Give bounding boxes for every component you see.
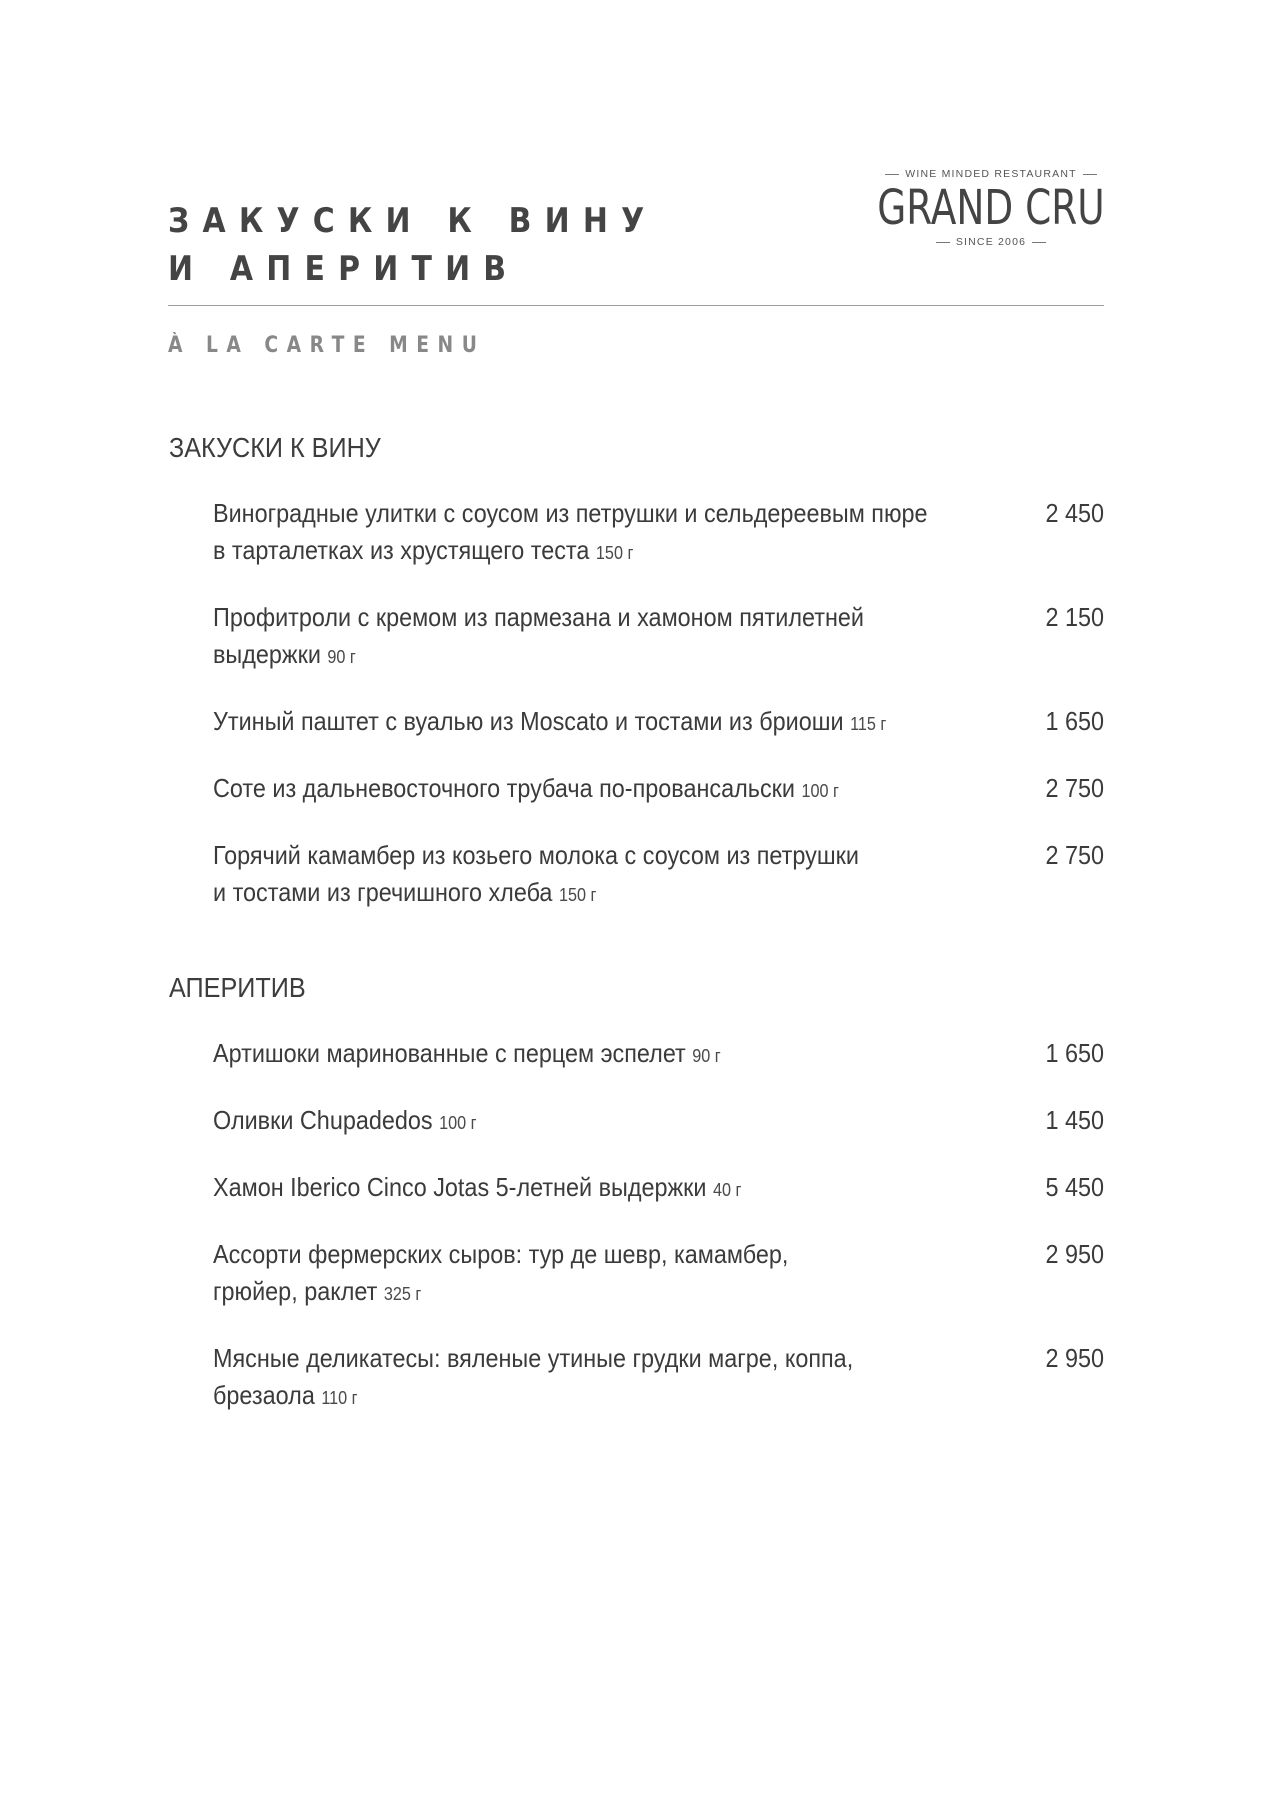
item-price: 1 650 [1045, 706, 1104, 736]
menu-item-description [213, 837, 933, 914]
item-price: 2 950 [1045, 1239, 1104, 1269]
item-weight: 150 г [595, 543, 634, 563]
section-heading-snacks: ЗАКУСКИ К ВИНУ [169, 432, 381, 463]
logo-tagline: WINE MINDED RESTAURANT [878, 168, 1104, 180]
item-price: 2 750 [1045, 773, 1104, 803]
item-line: Утиный паштет с вуалью из Moscato и тостами из бриоши [213, 706, 844, 736]
item-weight: 150 г [558, 885, 597, 905]
item-line: Мясные деликатесы: вяленые утиные грудки магре, коппа, [213, 1343, 854, 1373]
menu-item-description [213, 1035, 933, 1075]
item-weight: 100 г [439, 1113, 477, 1133]
menu-item [213, 703, 1104, 743]
menu-item [213, 1102, 1104, 1142]
item-line: грюйер, раклет [213, 1276, 378, 1306]
item-weight: 90 г [692, 1046, 721, 1066]
item-weight: 115 г [850, 714, 887, 734]
menu-item [213, 1169, 1104, 1209]
item-price: 2 150 [1045, 602, 1104, 632]
menu-item [213, 599, 1104, 676]
item-line: в тарталетках из хрустящего теста [213, 535, 590, 565]
item-weight: 100 г [801, 781, 839, 801]
menu-item [213, 1236, 1104, 1313]
menu-item-description [213, 599, 933, 676]
item-line: выдержки [213, 639, 321, 669]
item-price: 2 950 [1045, 1343, 1104, 1373]
page-title-line-2: И АПЕРИТИВ [168, 249, 520, 289]
item-weight: 110 г [321, 1388, 358, 1408]
item-line: Хамон Iberico Cinco Jotas 5-летней выдержки [213, 1172, 707, 1202]
item-price: 2 750 [1045, 840, 1104, 870]
item-weight: 325 г [383, 1284, 422, 1304]
menu-item-description [213, 1236, 933, 1313]
menu-item-description [213, 495, 933, 572]
item-weight: 90 г [327, 647, 356, 667]
item-weight: 40 г [712, 1180, 742, 1200]
menu-item-description [213, 770, 933, 810]
item-price: 1 650 [1045, 1038, 1104, 1068]
menu-item-description [213, 1340, 933, 1417]
item-line: Оливки Chupadedos [213, 1105, 433, 1135]
restaurant-logo [878, 168, 1104, 248]
logo-name: GRAND CRU [877, 180, 1105, 236]
snacks-list [213, 495, 1104, 941]
item-price: 5 450 [1045, 1172, 1104, 1202]
item-line: Артишоки маринованные с перцем эспелет [213, 1038, 686, 1068]
item-line: и тостами из гречишного хлеба [213, 877, 553, 907]
item-price: 1 450 [1045, 1105, 1104, 1135]
item-line: Горячий камамбер из козьего молока с соусом из петрушки [213, 840, 859, 870]
item-price: 2 450 [1045, 498, 1104, 528]
aperitif-list [213, 1035, 1104, 1444]
menu-item-description [213, 703, 933, 743]
menu-item [213, 770, 1104, 810]
item-line: Виноградные улитки с соусом из петрушки и сельдереевым пюре [213, 498, 928, 528]
item-line: брезаола [213, 1380, 315, 1410]
menu-item-description [213, 1102, 933, 1142]
menu-item [213, 837, 1104, 914]
menu-item [213, 1035, 1104, 1075]
logo-since: SINCE 2006 [878, 236, 1104, 248]
page-title-line-1: ЗАКУСКИ К ВИНУ [168, 201, 658, 241]
menu-subtitle: À LA CARTE MENU [168, 333, 486, 358]
item-line: Профитроли с кремом из пармезана и хамоном пятилетней [213, 602, 864, 632]
item-line: Ассорти фермерских сыров: тур де шевр, камамбер, [213, 1239, 789, 1269]
menu-item [213, 1340, 1104, 1417]
header-divider [168, 305, 1104, 306]
page-title [168, 197, 657, 293]
section-heading-aperitif: АПЕРИТИВ [169, 972, 306, 1003]
menu-item [213, 495, 1104, 572]
item-line: Соте из дальневосточного трубача по-провансальски [213, 773, 795, 803]
menu-item-description [213, 1169, 933, 1209]
